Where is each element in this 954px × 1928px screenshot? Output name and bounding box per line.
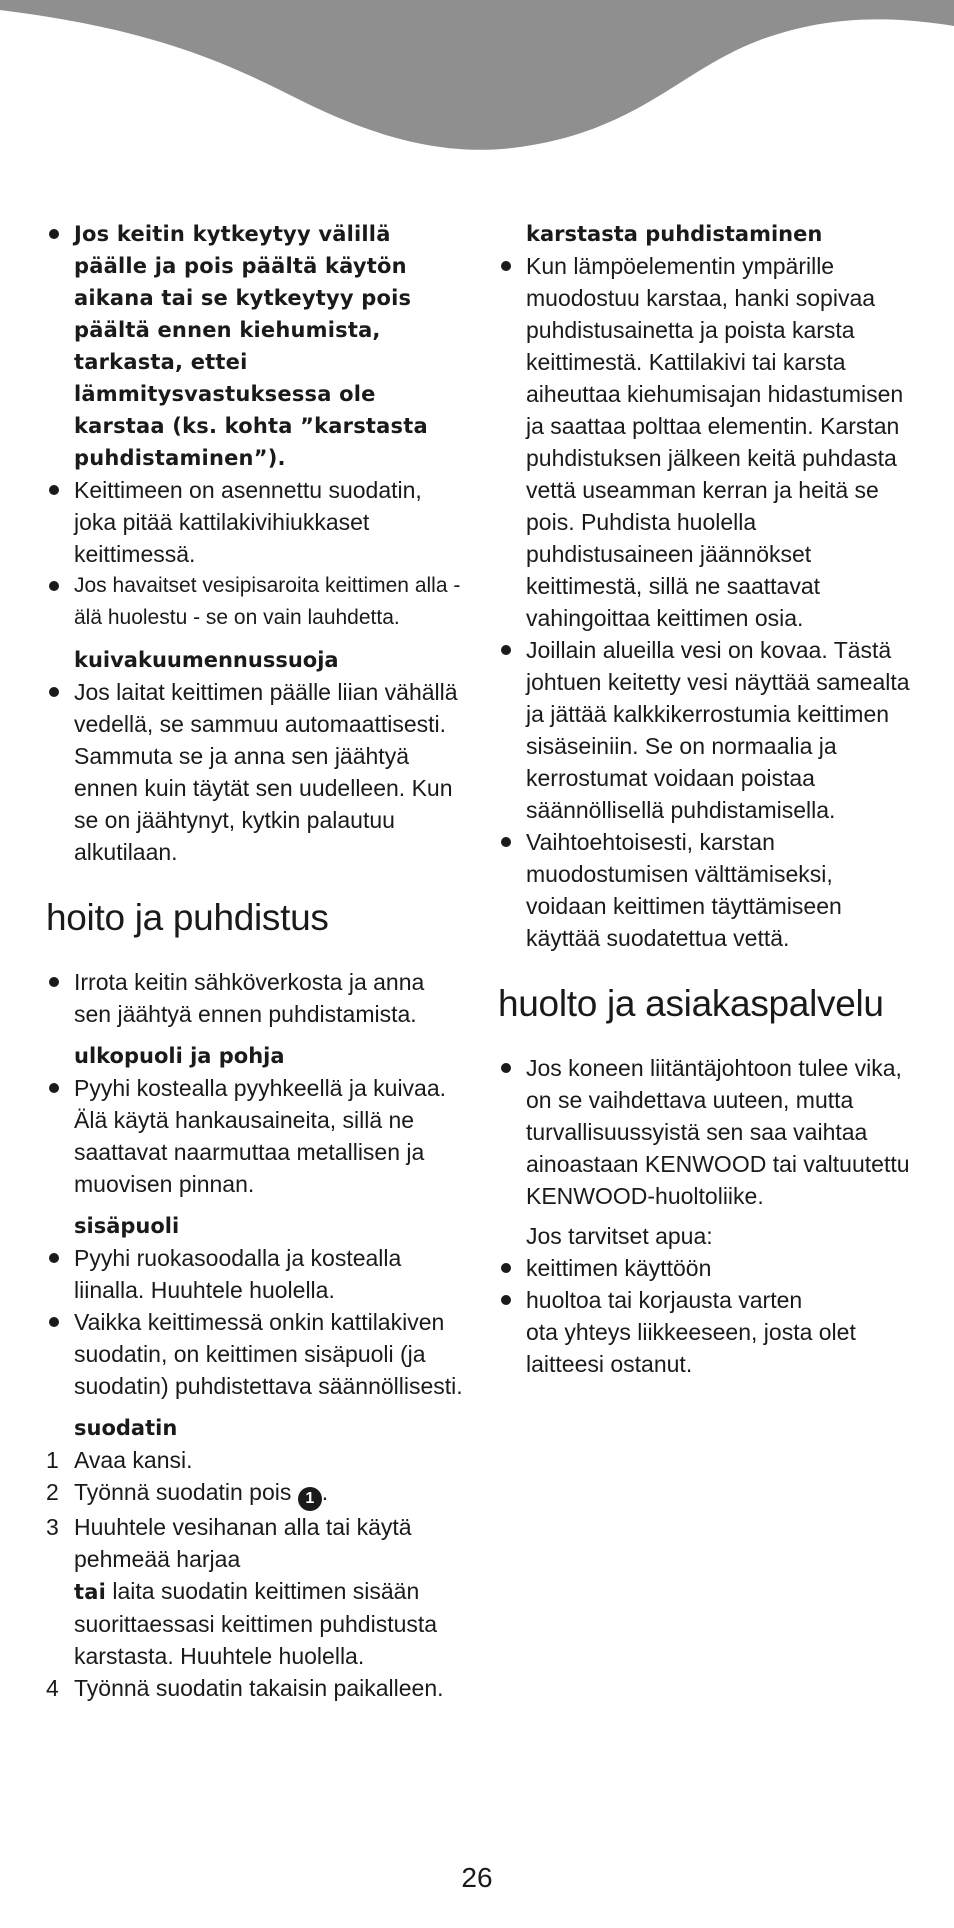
intro-warning: Jos keitin kytkeytyy välillä päälle ja pois päältä käytön aikana tai se kytkeytyy pois päältä ennen kiehumista, tarkasta, ettei lämmitysvastuksessa ole karstaa (ks. kohta ”karstasta puhdistaminen”). [46,218,466,474]
help-item-2-text: huoltoa tai korjausta varten [526,1287,803,1313]
inside-heading: sisäpuoli [74,1214,180,1238]
outside-text: Pyyhi kostealla pyyhkeellä ja kuivaa. Älä käytä hankausaineita, sillä ne saattavat naarmuttaa metallisen ja muovisen pinnan. [46,1072,466,1200]
step-1 [46,1444,466,1476]
step-4 [46,1672,466,1704]
outside-heading: ulkopuoli ja pohja [74,1044,285,1068]
header-wave [0,0,954,170]
scale-text-3: Vaihtoehtoisesti, karstan muodostumisen välttämiseksi, voidaan keittimen täyttämiseen käyttää suodatettua vettä. [498,826,918,954]
steam-note: Jos havaitset vesipisaroita keittimen alla - älä huolestu - se on vain lauhdetta. [46,570,466,634]
step-number: 3 [46,1514,59,1540]
step-text-more: laita suodatin keittimen sisään suorittaessasi keittimen puhdistusta karstasta. Huuhtele huolella. [74,1578,438,1669]
step-text: Huuhtele vesihanan alla tai käytä pehmeää harjaa [74,1514,412,1572]
care-unplug: Irrota keitin sähköverkosta ja anna sen jäähtyä ennen puhdistamista. [46,966,466,1030]
dry-text: Jos laitat keittimen päälle liian vähällä vedellä, se sammuu automaattisesti. Sammuta se ja anna sen jäähtyä ennen kuin täytät sen uudelleen. Kun se on jäähtynyt, kytkin palautuu alkutilaan. [46,676,466,868]
dry-heading: kuivakuumennussuoja [74,648,339,672]
step-text: Työnnä suodatin pois [74,1479,292,1505]
step-or: tai [74,1580,107,1604]
step-number: 1 [46,1447,59,1473]
step-text: Avaa kansi. [74,1447,193,1473]
right-column [498,218,918,1380]
scale-text-2: Joillain alueilla vesi on kovaa. Tästä johtuen keitetty vesi näyttää samealta ja jättää kalkkikerrostumia keittimen sisäseiniin. Se on normaalia ja kerrostumat voidaan poistaa säännöllisellä puhdistamisella. [498,634,918,826]
inside-text-1: Pyyhi ruokasoodalla ja kostealla liinalla. Huuhtele huolella. [46,1242,466,1306]
step-text: Työnnä suodatin takaisin paikalleen. [74,1675,444,1701]
step-2 [46,1476,466,1511]
help-item-1: keittimen käyttöön [498,1252,918,1284]
care-title: hoito ja puhdistus [46,897,329,938]
help-item-2 [498,1284,918,1380]
step-end: . [321,1479,329,1505]
step-number: 2 [46,1479,59,1505]
left-column [46,218,466,1704]
service-text: Jos koneen liitäntäjohtoon tulee vika, on se vaihdettava uuteen, mutta turvallisuussyistä sen saa vaihtaa ainoastaan KENWOOD tai valtuutettu KENWOOD-huoltoliike. [498,1052,918,1212]
service-title: huolto ja asiakaspalvelu [498,983,884,1024]
step-number: 4 [46,1675,59,1701]
scale-heading: karstasta puhdistaminen [526,222,823,246]
step-3 [46,1511,466,1672]
page-number: 26 [461,1862,493,1893]
help-intro: Jos tarvitset apua: [526,1223,713,1249]
scale-text-1: Kun lämpöelementin ympärille muodostuu karstaa, hanki sopivaa puhdistusainetta ja poista karsta keittimestä. Kattilakivi tai karsta aiheuttaa kiehumisajan hidastumisen ja saattaa polttaa elementin. Karstan puhdistuksen jälkeen keitä puhdasta vettä useamman kerran ja heitä se pois. Puhdista huolella puhdistusaineen jäännökset keittimestä, sillä ne saattavat vahingoittaa keittimen osia. [498,250,918,634]
filter-note: Keittimeen on asennettu suodatin, joka pitää kattilakivihiukkaset keittimessä. [46,474,466,570]
filter-heading: suodatin [74,1416,178,1440]
help-item-2-more: ota yhteys liikkeeseen, josta olet laitteesi ostanut. [526,1319,856,1377]
figure-ref-icon: 1 [298,1487,322,1511]
inside-text-2: Vaikka keittimessä onkin kattilakiven suodatin, on keittimen sisäpuoli (ja suodatin) puhdistettava säännöllisesti. [46,1306,466,1402]
